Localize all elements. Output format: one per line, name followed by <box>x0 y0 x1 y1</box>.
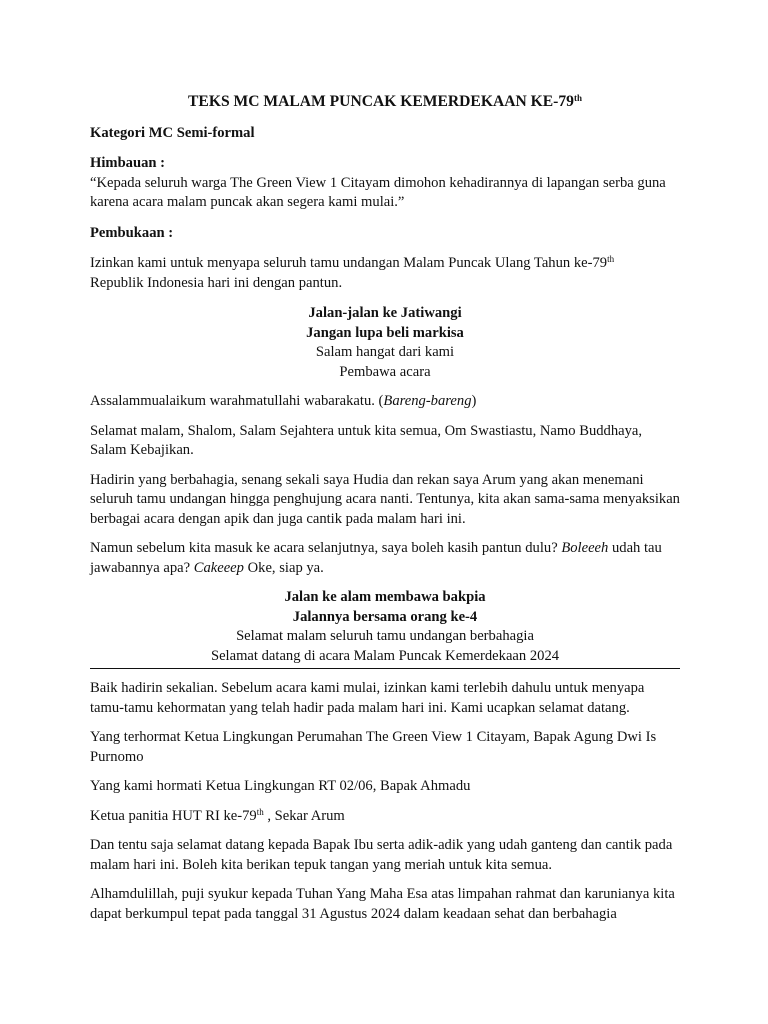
pantun-2-line-4: Selamat datang di acara Malam Puncak Kemerdekaan 2024 <box>210 647 560 664</box>
pantun-1-line-2: Jangan lupa beli markisa <box>306 324 464 341</box>
hadirin-paragraph: Hadirin yang berbahagia, senang sekali saya Hudia dan rekan saya Arum yang akan menemani seluruh tamu undangan hingga penghujung acara nanti. Tentunya, kita akan sama-sama menyaksikan berbagai acara dengan apik dan juga cantik pada malam hari ini. <box>90 471 680 527</box>
pantun-1-line-4: Pembawa acara <box>339 363 431 380</box>
namun-italic-1: Boleeeh <box>561 540 609 556</box>
panitia-superscript: th <box>256 806 264 817</box>
himbauan-heading: Himbauan : <box>90 155 166 171</box>
panitia-name: , Sekar Arum <box>263 807 345 824</box>
panitia-paragraph <box>90 807 680 827</box>
hormati-paragraph: Yang kami hormati Ketua Lingkungan RT 02/06, Bapak Ahmadu <box>90 778 471 794</box>
salam-italic: Bareng-bareng <box>383 393 472 409</box>
selamat-malam-paragraph: Selamat malam, Shalom, Salam Sejahtera untuk kita semua, Om Swastiastu, Namo Buddhaya, Salam Kebajikan. <box>90 422 643 458</box>
dan-tentu-paragraph: Dan tentu saja selamat datang kepada Bapak Ibu serta adik-adik yang udah ganteng dan cantik pada malam hari ini. Boleh kita berikan tepuk tangan yang meriah untuk kita semua. <box>90 837 673 873</box>
intro-text: Izinkan kami untuk menyapa seluruh tamu undangan Malam Puncak Ulang Tahun ke-79 <box>90 255 608 271</box>
baik-paragraph: Baik hadirin sekalian. Sebelum acara kami mulai, izinkan kami terlebih dahulu untuk menyapa tamu-tamu kehormatan yang telah hadir pada malam hari ini. Kami ucapkan selamat datang. <box>90 680 645 716</box>
intro-text-continued: Republik Indonesia hari ini dengan pantun. <box>90 274 343 291</box>
namun-text-1: Namun sebelum kita masuk ke acara selanjutnya, saya boleh kasih pantun dulu? <box>90 540 562 556</box>
salam-close: ) <box>471 393 477 409</box>
pantun-2-line-1: Jalan ke alam membawa bakpia <box>284 589 486 605</box>
divider-line <box>90 668 680 669</box>
pantun-1-line-1: Jalan-jalan ke Jatiwangi <box>308 305 462 321</box>
salam-paragraph <box>90 392 680 412</box>
title-superscript: th <box>573 93 582 103</box>
kategori-heading: Kategori MC Semi-formal <box>90 124 255 141</box>
namun-text-2: udah tau jawabannya apa? <box>90 540 662 576</box>
pantun-2-line-3: Selamat malam seluruh tamu undangan berbahagia <box>236 628 534 644</box>
pantun-1 <box>90 304 680 382</box>
pembukaan-heading: Pembukaan : <box>90 224 174 241</box>
namun-text-3: Oke, siap ya. <box>243 559 324 576</box>
pantun-2 <box>90 588 680 666</box>
alhamdulillah-paragraph: Alhamdulillah, puji syukur kepada Tuhan Yang Maha Esa atas limpahan rahmat dan karunianya kita dapat berkumpul tepat pada tanggal 31 Agustus 2024 dalam keadaan sehat dan berbahagia <box>90 886 675 922</box>
salam-text: Assalammualaikum warahmatullahi wabarakatu. ( <box>90 393 384 409</box>
document-page <box>90 92 680 924</box>
title-text: TEKS MC MALAM PUNCAK KEMERDEKAAN KE-79 <box>188 93 574 110</box>
panitia-text: Ketua panitia HUT RI ke-79 <box>90 807 257 824</box>
namun-italic-2: Cakeeep <box>193 559 244 576</box>
pantun-2-line-2: Jalannya bersama orang ke-4 <box>292 608 478 625</box>
himbauan-text: “Kepada seluruh warga The Green View 1 Citayam dimohon kehadirannya di lapangan serba guna karena acara malam puncak akan segera kami mulai.” <box>90 174 666 210</box>
terhormat-paragraph: Yang terhormat Ketua Lingkungan Perumahan The Green View 1 Citayam, Bapak Agung Dwi Is Purnomo <box>90 729 657 765</box>
intro-superscript: th <box>607 254 615 264</box>
pantun-1-line-3: Salam hangat dari kami <box>315 344 455 360</box>
document-title <box>90 92 680 112</box>
namun-paragraph <box>90 539 680 578</box>
pembukaan-intro <box>90 254 680 293</box>
